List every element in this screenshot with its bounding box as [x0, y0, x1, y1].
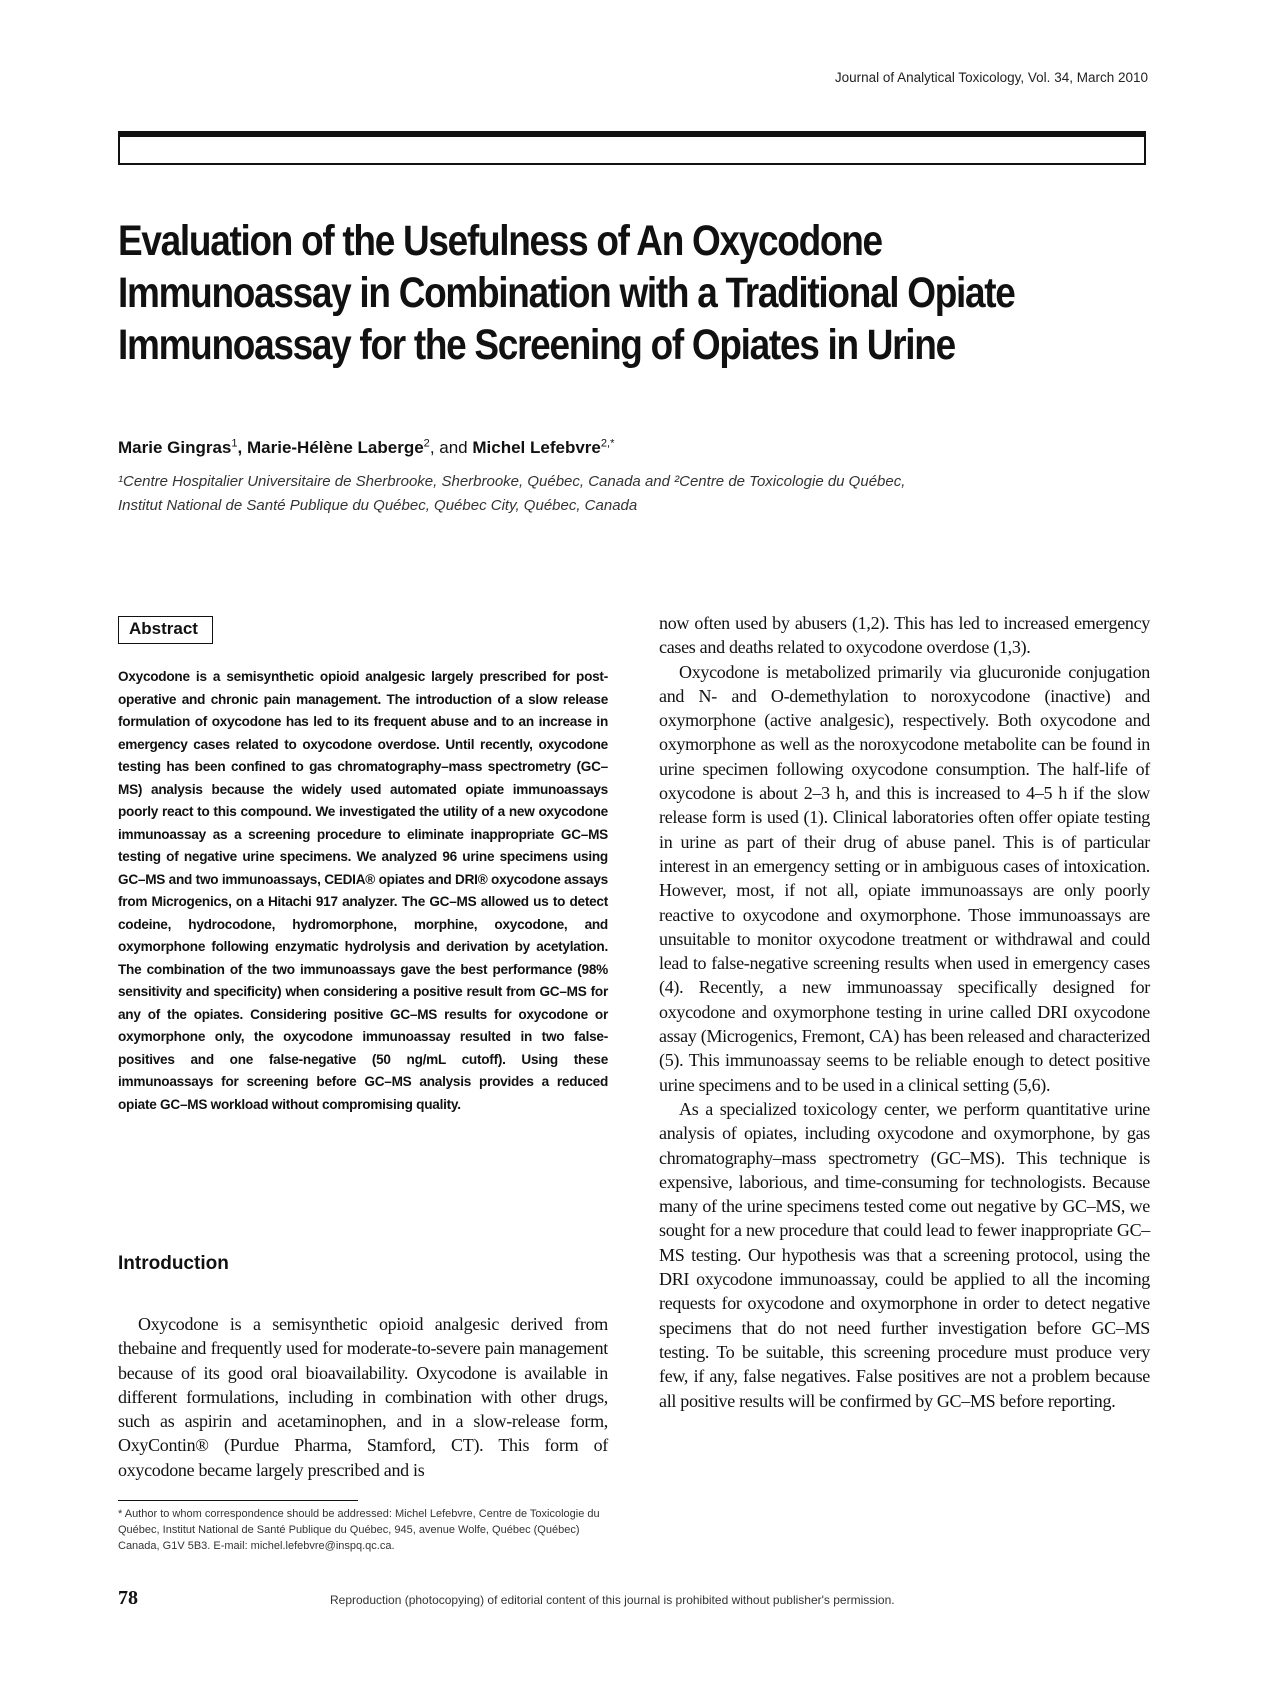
abstract-text: Oxycodone is a semisynthetic opioid analgesic largely prescribed for post-operative and chronic pain management. The introduction of a slow release formulation of oxycodone has led to its frequent abuse and to an increase in emergency cases related to oxycodone overdose. Until recently, oxycodone testing has been confined to gas chromatography–mass spectrometry (GC–MS) analysis because the widely used automated opiate immunoassays poorly react to this compound. We investigated the utility of a new oxycodone immunoassay as a screening procedure to eliminate inappropriate GC–MS testing of negative urine specimens. We analyzed 96 urine specimens using GC–MS and two immunoassays, CEDIA® opiates and DRI® oxycodone assays from Microgenics, on a Hitachi 917 analyzer. The GC–MS allowed us to detect codeine, hydrocodone, hydromorphone, morphine, oxycodone, and oxymorphone following enzymatic hydrolysis and derivation by acetylation. The combination of the two immunoassays gave the best performance (98% sensitivity and specificity) when considering a positive result from GC–MS for any of the opiates. Considering positive GC–MS results for oxycodone or oxymorphone only, the oxycodone immunoassay resulted in two false-positives and one false-negative (50 ng/mL cutoff). Using these immunoassays for screening before GC–MS analysis provides a reduced opiate GC–MS workload without compromising quality. — [118, 669, 608, 1112]
introduction-body — [118, 1312, 608, 1482]
title-line: Evaluation of the Usefulness of An Oxycodone — [118, 217, 882, 265]
affiliation-line: ¹Centre Hospitalier Universitaire de Sherbrooke, Sherbrooke, Québec, Canada and ²Centre de Toxicologie du Québec, — [118, 473, 906, 490]
footnote-rule — [118, 1500, 358, 1501]
abstract-heading: Abstract — [118, 616, 213, 644]
author-affiliation-mark: 1 — [231, 437, 238, 450]
body-paragraph: now often used by abusers (1,2). This has led to increased emergency cases and deaths related to oxycodone overdose (1,3). — [659, 613, 1150, 658]
body-paragraph: Oxycodone is metabolized primarily via glucuronide conjugation and N- and O-demethylation to noroxycodone (inactive) and oxymorphone (active analgesic), respectively. Both oxycodone and oxymorphone as well as the noroxycodone metabolite can be found in urine specimen following oxycodone consumption. The half-life of oxycodone is about 2–3 h, and this is increased to 4–5 h if the slow release form is used (1). Clinical laboratories often offer opiate testing in urine as part of their drug of abuse panel. This is of particular interest in an emergency setting or in ambiguous cases of intoxication. However, most, if not all, opiate immunoassays are only poorly reactive to oxycodone and oxymorphone. Those immunoassays are unsuitable to monitor oxycodone treatment or withdrawal and could lead to false-negative screening results when used in emergency cases (4). Recently, a new immunoassay specifically designed for oxycodone and oxymorphone testing in urine called DRI oxycodone assay (Microgenics, Fremont, CA) has been released and characterized (5). This immunoassay seems to be reliable enough to detect positive urine specimens and to be used in a clinical setting (5,6). — [659, 661, 1150, 1095]
body-paragraph: As a specialized toxicology center, we perform quantitative urine analysis of opiates, including oxycodone and oxymorphone, by gas chromatography–mass spectrometry (GC–MS). This technique is expensive, laborious, and time-consuming for technologists. Because many of the urine specimens tested come out negative by GC–MS, we sought for a new procedure that could lead to fewer inappropriate GC–MS testing. Our hypothesis was that a screening protocol, using the DRI oxycodone immunoassay, could be applied to all the incoming requests for oxycodone and oxymorphone in order to detect negative specimens that do not need further investigation before GC–MS testing. To be suitable, this screening procedure must produce very few, if any, false negatives. False positives are not a problem because all positive results will be confirmed by GC–MS before reporting. — [659, 1098, 1150, 1411]
article-title — [118, 215, 1030, 371]
author-affiliation-mark: 2 — [423, 437, 430, 450]
introduction-heading: Introduction — [118, 1253, 229, 1274]
title-line: Immunoassay for the Screening of Opiates in Urine — [118, 321, 955, 369]
affiliations — [118, 470, 1118, 518]
journal-header: Journal of Analytical Toxicology, Vol. 34, March 2010 — [834, 70, 1148, 85]
copyright-footer: Reproduction (photocopying) of editorial content of this journal is prohibited without publisher's permission. — [330, 1593, 895, 1607]
author-list — [118, 438, 614, 458]
author-separator: , — [237, 438, 247, 457]
page-number: 78 — [118, 1587, 138, 1609]
title-line: Immunoassay in Combination with a Traditional Opiate — [118, 269, 1015, 317]
header-banner-box — [118, 131, 1146, 165]
body-paragraph: Oxycodone is a semisynthetic opioid analgesic derived from thebaine and frequently used for moderate-to-severe pain management because of its good oral bioavailability. Oxycodone is available in different formulations, including in combination with other drugs, such as aspirin and acetaminophen, and in a slow-release form, OxyContin® (Purdue Pharma, Stamford, CT). This form of oxycodone became largely prescribed and is — [118, 1314, 608, 1480]
author-affiliation-mark: 2,* — [600, 437, 615, 450]
author-name: Michel Lefebvre — [472, 438, 601, 457]
author-separator: , and — [429, 438, 473, 457]
right-column-body — [659, 611, 1150, 1413]
author-name: Marie-Hélène Laberge — [246, 438, 424, 457]
affiliation-line: Institut National de Santé Publique du Québec, Québec City, Québec, Canada — [118, 497, 638, 514]
author-name: Marie Gingras — [118, 438, 232, 457]
correspondence-footnote: * Author to whom correspondence should be addressed: Michel Lefebvre, Centre de Toxicologie du Québec, Institut National de Santé Publique du Québec, 945, avenue Wolfe, Québec (Québec) Canada, G1V 5B3. E-mail: michel.lefebvre@inspq.qc.ca. — [118, 1508, 600, 1552]
